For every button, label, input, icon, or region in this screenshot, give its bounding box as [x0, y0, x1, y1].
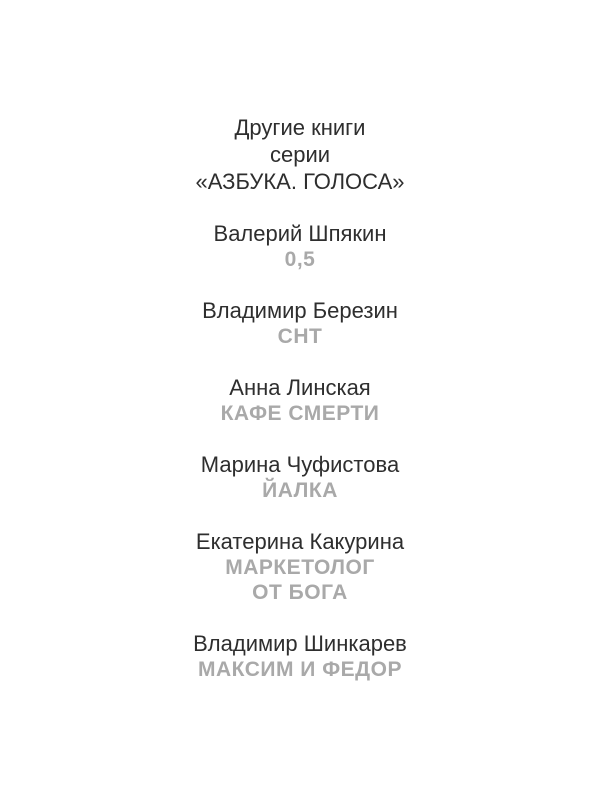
- book-entry: [0, 298, 600, 349]
- series-header: [0, 114, 600, 195]
- book-entry: [0, 221, 600, 272]
- book-author: Владимир Шинкарев: [193, 631, 407, 656]
- book-author: Владимир Березин: [202, 298, 398, 323]
- book-title: МАРКЕТОЛОГ: [225, 556, 375, 579]
- book-entry: [0, 631, 600, 682]
- book-title: 0,5: [284, 248, 316, 271]
- book-title: МАКСИМ И ФЕДОР: [198, 658, 402, 681]
- book-author: Валерий Шпякин: [213, 221, 387, 246]
- book-title: ОТ БОГА: [252, 581, 348, 604]
- book-author: Екатерина Какурина: [195, 529, 405, 554]
- book-title: КАФЕ СМЕРТИ: [220, 402, 380, 425]
- series-name: «АЗБУКА. ГОЛОСА»: [195, 169, 405, 194]
- book-entry: [0, 375, 600, 426]
- book-title: СНТ: [277, 325, 323, 348]
- book-title: ЙАЛКА: [262, 479, 338, 502]
- book-entry: [0, 529, 600, 605]
- book-list: [0, 221, 600, 682]
- book-author: Марина Чуфистова: [200, 452, 400, 477]
- book-author: Анна Линская: [229, 375, 371, 400]
- series-header-line-1: Другие книги: [234, 115, 366, 140]
- book-entry: [0, 452, 600, 503]
- series-header-line-2: серии: [269, 142, 331, 167]
